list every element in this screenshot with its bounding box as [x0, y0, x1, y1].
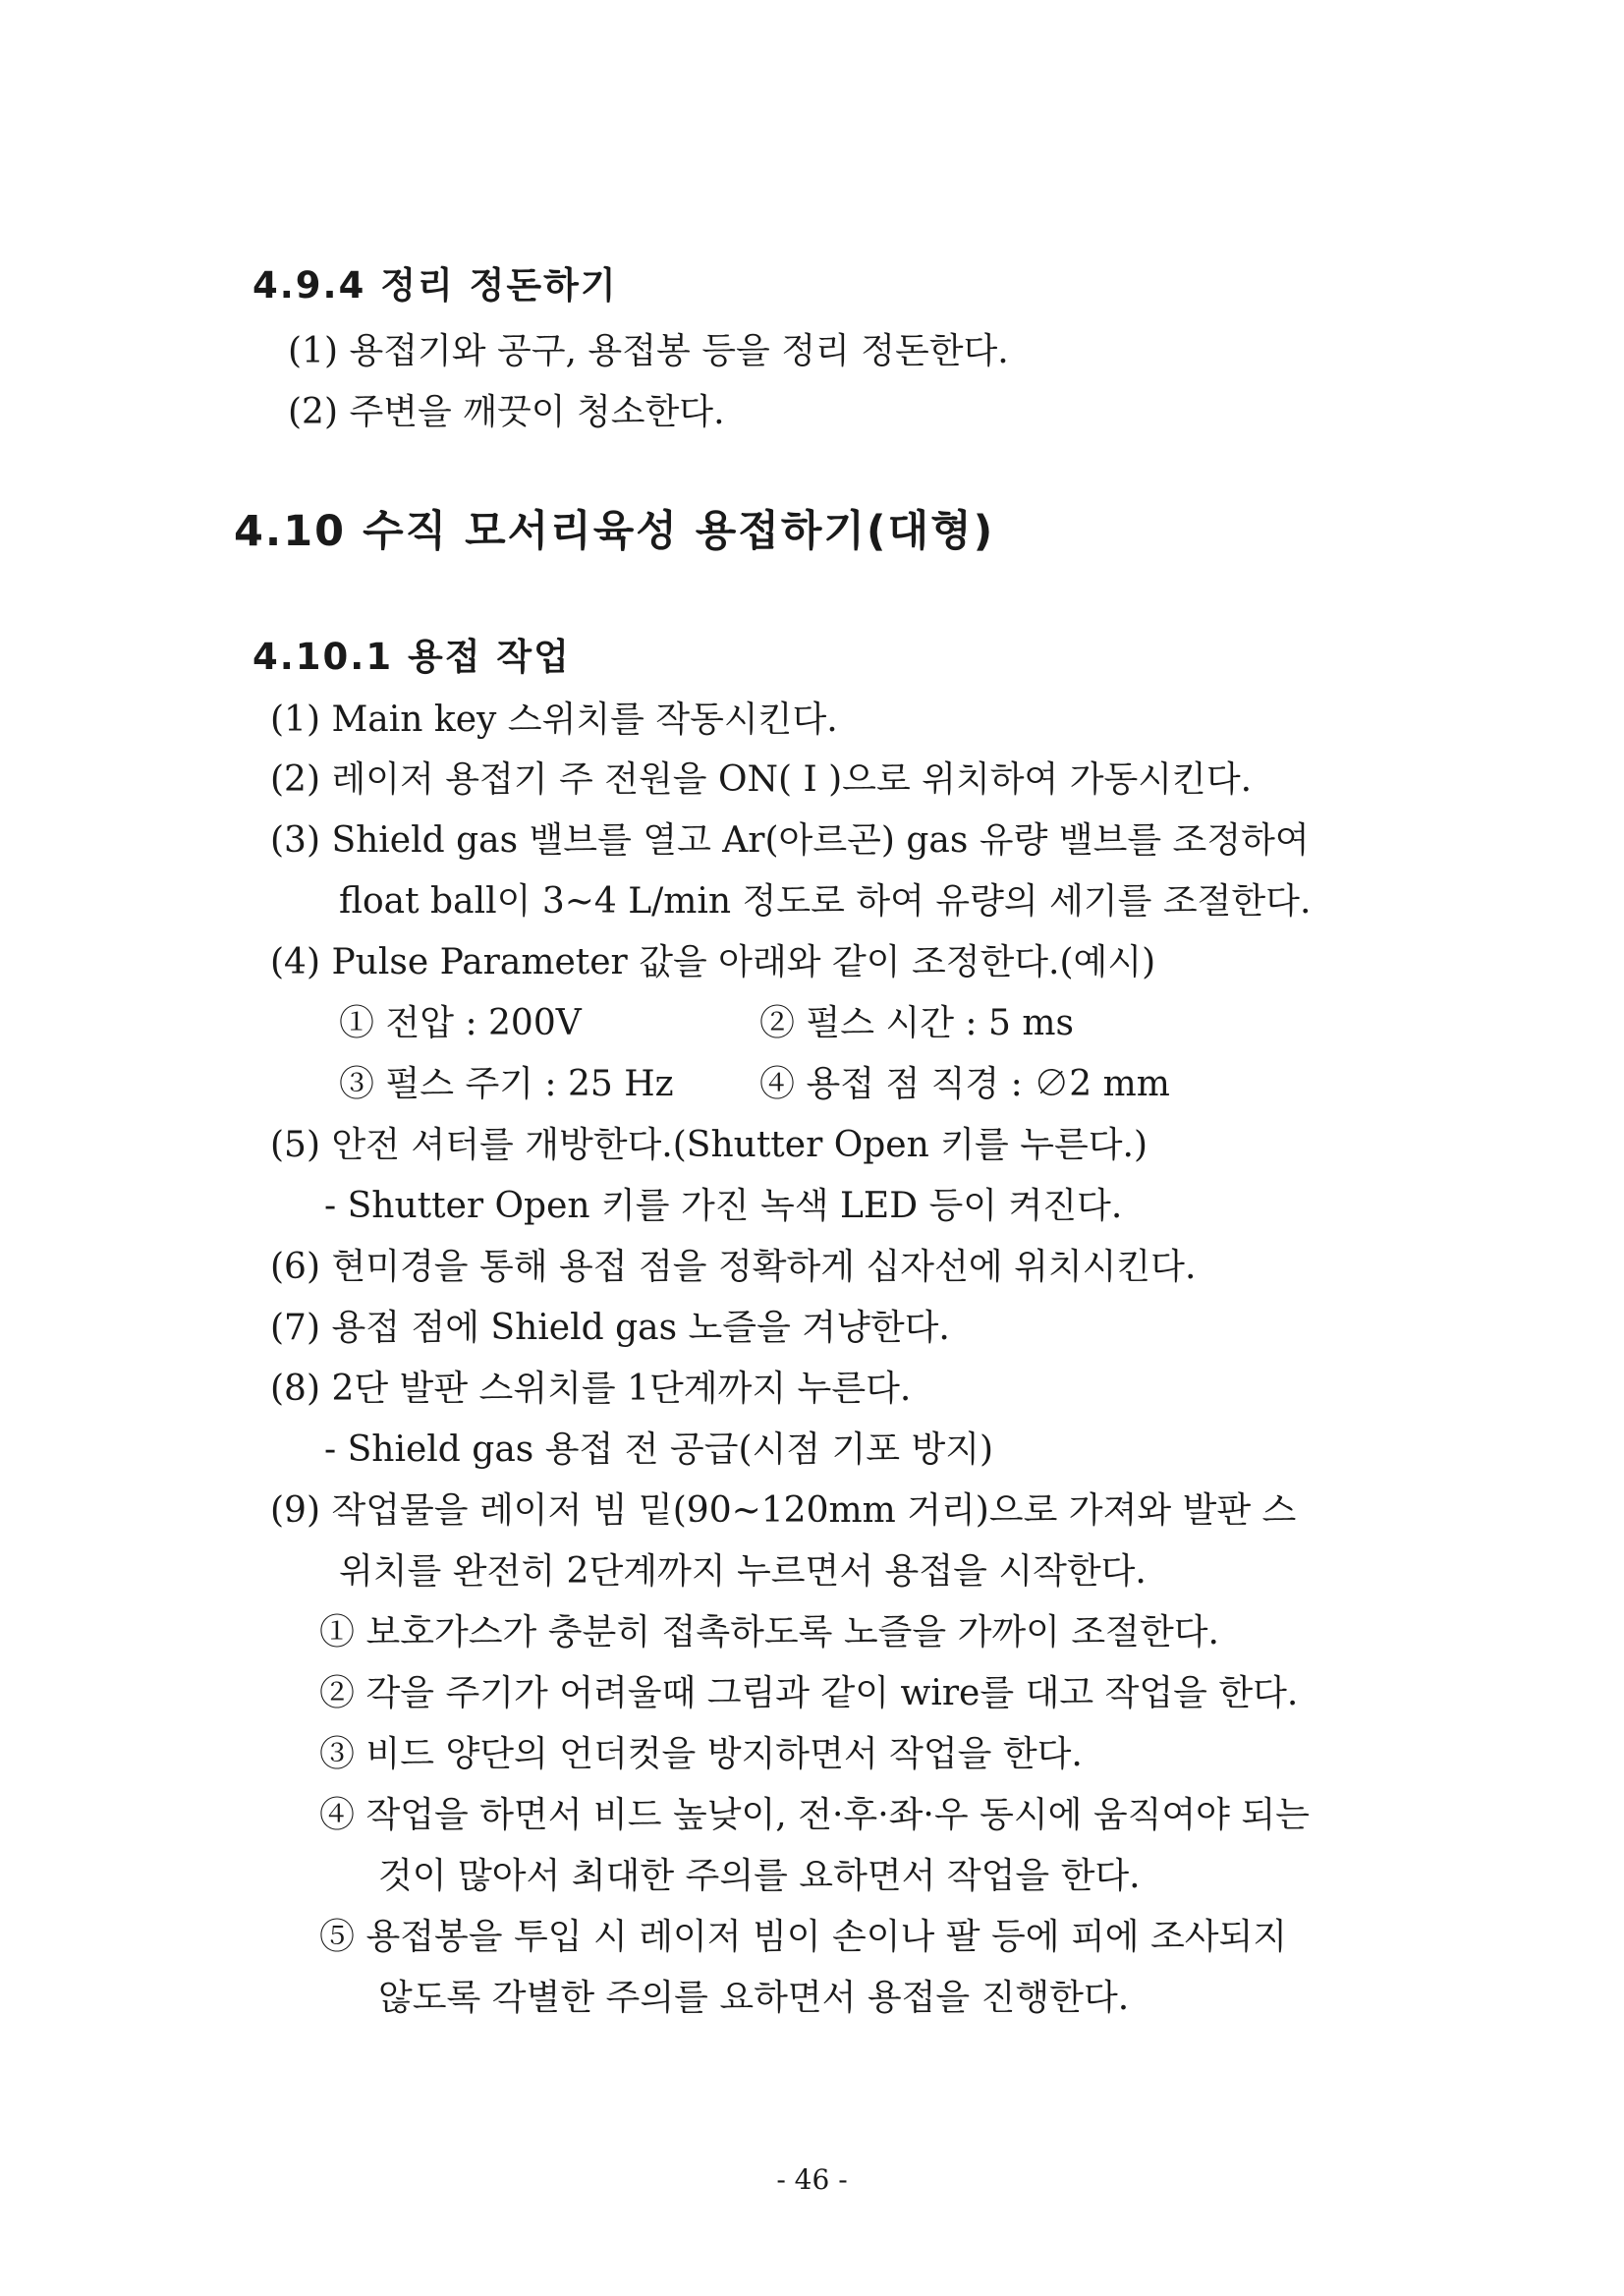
list-note: - Shutter Open 키를 가진 녹색 LED 등이 켜진다.: [324, 1186, 1123, 1226]
list-item: (1) Main key 스위치를 작동시킨다.: [270, 700, 838, 740]
sub-item-continuation: 것이 많아서 최대한 주의를 요하면서 작업을 한다.: [378, 1856, 1141, 1896]
list-note: - Shield gas 용접 전 공급(시점 기포 방지): [324, 1429, 994, 1470]
page-number: - 46 -: [776, 2163, 848, 2196]
sub-item: ④ 작업을 하면서 비드 높낮이, 전·후·좌·우 동시에 움직여야 되는: [319, 1795, 1310, 1835]
parameter-voltage: ① 전압 : 200V: [339, 1003, 582, 1043]
parameter-spot-diameter: ④ 용접 점 직경 : ∅2 mm: [759, 1064, 1170, 1104]
sub-item: ① 보호가스가 충분히 접촉하도록 노즐을 가까이 조절한다.: [319, 1612, 1219, 1652]
sub-item-continuation: 않도록 각별한 주의를 요하면서 용접을 진행한다.: [378, 1978, 1130, 2018]
sub-item: ③ 비드 양단의 언더컷을 방지하면서 작업을 한다.: [319, 1734, 1083, 1774]
list-item: (5) 안전 셔터를 개방한다.(Shutter Open 키를 누른다.): [270, 1125, 1148, 1165]
parameter-pulse-time: ② 펄스 시간 : 5 ms: [759, 1003, 1074, 1043]
list-item: (6) 현미경을 통해 용접 점을 정확하게 십자선에 위치시킨다.: [270, 1247, 1197, 1287]
sub-item: ⑤ 용접봉을 투입 시 레이저 빔이 손이나 팔 등에 피에 조사되지: [319, 1917, 1288, 1957]
list-item: (3) Shield gas 밸브를 열고 Ar(아르곤) gas 유량 밸브를 조정하여: [270, 820, 1310, 861]
list-item: (2) 주변을 깨끗이 청소한다.: [288, 392, 725, 432]
section-heading-4-10-1: 4.10.1 용접 작업: [252, 636, 571, 678]
list-item-continuation: 위치를 완전히 2단계까지 누르면서 용접을 시작한다.: [339, 1551, 1147, 1592]
list-item: (1) 용접기와 공구, 용접봉 등을 정리 정돈한다.: [288, 331, 1009, 371]
list-item: (4) Pulse Parameter 값을 아래와 같이 조정한다.(예시): [270, 942, 1156, 982]
list-item: (7) 용접 점에 Shield gas 노즐을 겨냥한다.: [270, 1308, 950, 1348]
list-item: (8) 2단 발판 스위치를 1단계까지 누른다.: [270, 1369, 912, 1409]
list-item: (2) 레이저 용접기 주 전원을 ON( I )으로 위치하여 가동시킨다.: [270, 759, 1253, 800]
section-heading-4-9-4: 4.9.4 정리 정돈하기: [252, 264, 618, 307]
list-item-continuation: float ball이 3~4 L/min 정도로 하여 유량의 세기를 조절한다.: [339, 881, 1312, 922]
section-heading-4-10: 4.10 수직 모서리육성 용접하기(대형): [234, 507, 995, 556]
sub-item: ② 각을 주기가 어려울때 그림과 같이 wire를 대고 작업을 한다.: [319, 1673, 1299, 1713]
parameter-pulse-period: ③ 펄스 주기 : 25 Hz: [339, 1064, 674, 1104]
list-item: (9) 작업물을 레이저 빔 밑(90~120mm 거리)으로 가져와 발판 스: [270, 1490, 1297, 1531]
